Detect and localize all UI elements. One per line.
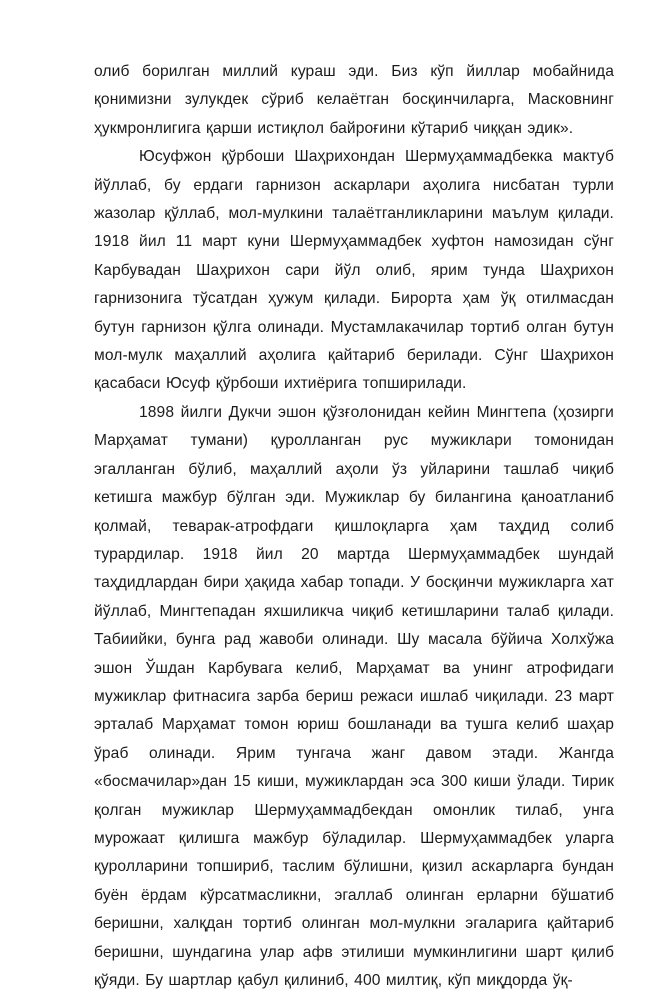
paragraph-1: олиб борилган миллий кураш эди. Биз кўп йиллар мобайнида қонимизни зулукдек сўриб келаётган босқинчиларга, Масковнинг ҳукмронлигига қарши истиқлол байроғини кўтариб чиққан эдик». [94, 63, 614, 137]
body-text [94, 58, 614, 995]
paragraph-2: Юсуфжон қўрбоши Шаҳрихондан Шермуҳаммадбекка мактуб йўллаб, бу ердаги гарнизон аскарлари аҳолига нисбатан турли жазолар қўллаб, мол-мулкини талаётганликларини маълум қилади. 1918 йил 11 март куни Шермуҳаммадбек хуфтон намозидан сўнг Карбувадан Шаҳрихон сари йўл олиб, ярим тунда Шаҳрихон гарнизонига тўсатдан ҳужум қилади. Бироpта ҳам ўқ отилмасдан бутун гарнизон қўлга олинади. Мустамлакачилар тортиб олган бутун мол-мулк маҳаллий аҳолига қайтариб берилади. Сўнг Шаҳрихон қасабаси Юсуф қўрбоши ихтиёрига топширилади. [94, 148, 614, 393]
paragraph-3: 1898 йилги Дукчи эшон қўзғолонидан кейин Мингтепа (ҳозирги Марҳамат тумани) қуролланган рус мужиклари томонидан эгалланган бўлиб, маҳаллий аҳоли ўз уйларини ташлаб чиқиб кетишга мажбур бўлган эди. Мужиклар бу билангина қаноатланиб қолмай, теварак-атрофдаги қишлоқларга ҳам таҳдид солиб турардилар. 1918 йил 20 мартда Шермуҳаммадбек шундай таҳдидлардан бири ҳақида хабар топади. У босқинчи мужикларга хат йўллаб, Мингтепадан яхшиликча чиқиб кетишларини талаб қилади. Табиийки, бунга рад жавоби олинади. Шу масала бўйича Холхўжа эшон Ўшдан Карбувага келиб, Марҳамат ва унинг атрофидаги мужиклар фитнасига зарба бериш режаси ишлаб чиқилади. 23 март эрталаб Марҳамат томон юриш бошланади ва тушга келиб шаҳар ўраб олинади. Ярим тунгача жанг давом этади. Жангда «босмачилар»дан 15 киши, мужиклардан эса 300 киши ўлади. Тирик қолган мужиклар Шермуҳаммадбекдан омонлик тилаб, унга мурожаат қилишга мажбур бўладилар. Шермуҳаммадбек уларга қуролларини топшириб, таслим бўлишни, қизил аскарларга бундан буён ёрдам кўрсатмасликни, эгаллаб олинган ерларни бўшатиб беришни, халқдан тортиб олинган мол-мулкни эгаларига қайтариб беришни, шундагина улар афв этилиши мумкинлигини шарт қилиб қўяди. Бу шартлар қабул қилиниб, 400 милтиқ, кўп миқдорда ўқ- [94, 403, 614, 989]
